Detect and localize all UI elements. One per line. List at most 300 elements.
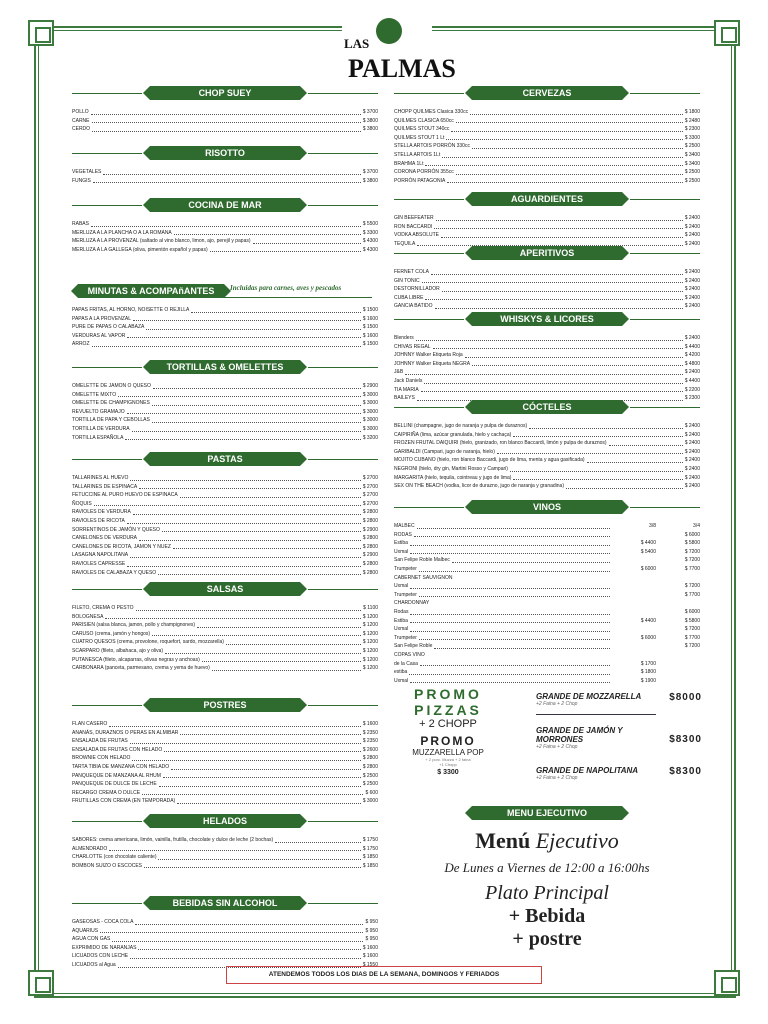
menu-item: [72, 836, 378, 845]
item-price: $ 1200: [362, 665, 378, 672]
wine-item: [394, 668, 700, 677]
menu-item: [394, 134, 700, 143]
menu-item: [72, 399, 378, 408]
item-name: RODAS: [394, 531, 412, 538]
item-price: $ 2400: [684, 448, 700, 455]
item-name: MARGARITA (hielo, tequila, cointreau y jugo de lima): [394, 474, 512, 481]
menu-item: [72, 332, 378, 341]
leader-dots: [465, 351, 683, 358]
ejecutivo-title-2: Ejecutivo: [535, 828, 619, 853]
leader-dots: [419, 591, 610, 598]
item-price: $ 2800: [362, 535, 378, 542]
leader-dots: [442, 285, 683, 292]
section-rule: [72, 367, 142, 368]
wine-item: [394, 651, 700, 660]
item-name: TALLARINES AL HUEVO: [72, 475, 129, 481]
leader-dots: [165, 647, 361, 654]
menu-item: [72, 862, 378, 871]
item-price: $ 2500: [362, 772, 378, 779]
item-price: $ 1100: [363, 605, 378, 611]
item-name: TORTILLA DE PAPA Y CEBOLLAS: [72, 417, 150, 424]
menu-item: [394, 214, 700, 223]
item-price: $ 5500: [362, 221, 378, 227]
item-price: $ 2400: [684, 457, 700, 464]
leader-dots: [510, 465, 683, 472]
menu-item: [394, 368, 700, 377]
item-name: Trumpeter: [394, 634, 417, 641]
leader-dots: [92, 125, 361, 132]
item-name: CHIVAS REGAL: [394, 343, 431, 350]
menu-item: [72, 789, 378, 798]
ejecutivo-bebida: + Bebida: [508, 905, 586, 927]
item-price: $ 3000: [362, 400, 378, 407]
leader-dots: [162, 526, 361, 533]
menu-item: [394, 268, 700, 277]
item-price: $ 2400: [684, 423, 700, 429]
item-name: Rodas: [394, 608, 409, 615]
menu-item: [394, 277, 700, 286]
item-price-full: $ 7200: [684, 548, 700, 555]
item-price: $ 2400: [684, 440, 700, 447]
menu-item: [394, 431, 700, 440]
leader-dots: [138, 944, 360, 951]
item-price: $ 1750: [362, 837, 378, 843]
item-price: $ 3800: [362, 117, 378, 124]
item-price: $ 2400: [684, 223, 700, 230]
leader-dots: [146, 323, 360, 330]
menu-item: [72, 416, 378, 425]
section-rule: [630, 319, 700, 320]
item-price: $ 2400: [684, 474, 700, 481]
menu-section: [394, 500, 700, 685]
promo-divider: [536, 714, 656, 715]
item-price: $ 2400: [684, 483, 700, 490]
menu-item: [394, 474, 700, 483]
item-name: de la Casa: [394, 660, 418, 667]
item-price-half: [612, 625, 656, 634]
section-rule: [630, 199, 700, 200]
item-price: $ 1800: [684, 109, 700, 115]
item-name: Uxmal: [394, 677, 409, 684]
item-name: GARIBALDI (Campari, jugo de naranja, hielo): [394, 448, 495, 455]
item-name: TORTILLA ESPAÑOLA: [72, 434, 124, 441]
ejecutivo-schedule: De Lunes a Viernes de 12:00 a 16:00hs: [444, 860, 650, 875]
leader-dots: [94, 500, 361, 507]
menu-item: [72, 237, 378, 246]
item-name: QUILMES CLASICA 650cc: [394, 117, 454, 124]
leader-dots: [130, 952, 361, 959]
item-price: $ 3400: [684, 160, 700, 167]
leader-dots: [275, 836, 360, 843]
item-name: TEQUILA: [394, 240, 416, 247]
menu-item: [72, 560, 378, 569]
menu-item: [72, 763, 378, 772]
menu-item: [394, 377, 700, 386]
leader-dots: [91, 108, 361, 115]
item-name: GASEOSAS - COCA COLA: [72, 919, 134, 925]
leader-dots: [133, 508, 361, 515]
menu-item: [72, 306, 378, 315]
item-name: Estiba: [394, 540, 408, 547]
leader-dots: [410, 608, 610, 615]
menu-section: [394, 86, 700, 185]
menu-item: [72, 534, 378, 543]
item-name: EXPRIMIDO DE NARANJAS: [72, 944, 137, 951]
menu-item: [394, 386, 700, 395]
leader-dots: [135, 918, 363, 925]
menu-item: [72, 664, 378, 673]
item-price-half: [612, 574, 656, 583]
menu-item: [72, 425, 378, 434]
menu-item: [72, 845, 378, 854]
item-name: GIN BEEFEATER: [394, 215, 434, 221]
item-name: RECARGO CREMA O DULCE: [72, 789, 141, 796]
item-name: GANCIA BATIDO: [394, 303, 433, 310]
item-price: $ 2400: [684, 465, 700, 472]
item-name: OMELETTE DE CHAMPIGNONES: [72, 400, 150, 407]
menu-item: [72, 621, 378, 630]
item-name: FROZEN FRUTAL DAIQUIRI (hielo, granizado, ron blanco Baccardi, limón y pulpa de duraznos): [394, 440, 607, 447]
promo-pizzas-label: PIZZAS: [414, 702, 482, 718]
promo-item-sub: +2 Faina + 2 Chop: [536, 701, 578, 707]
item-price: $ 1600: [362, 332, 378, 339]
leader-dots: [416, 334, 683, 341]
promo-item-name: GRANDE DE MOZZARELLA: [536, 692, 642, 701]
menu-section: [72, 86, 378, 134]
leader-dots: [405, 368, 683, 375]
item-price-full: $ 6000: [684, 531, 700, 538]
leader-dots: [431, 268, 683, 275]
item-name: San Felipe Roble Malbec: [394, 557, 450, 564]
item-price: $ 3700: [362, 169, 378, 175]
item-name: AGUA CON GAS: [72, 936, 111, 943]
wine-item: [394, 574, 700, 583]
item-price: $ 1500: [362, 341, 378, 348]
menu-item: [72, 737, 378, 746]
leader-dots: [132, 425, 361, 432]
menu-item: [72, 720, 378, 729]
menu-item: [72, 729, 378, 738]
item-name: Trumpeter: [394, 591, 417, 598]
leader-dots: [180, 729, 360, 736]
item-price: $ 1200: [362, 647, 378, 654]
item-name: FETUCCINE AL PURO HUEVO DE ESPINACA: [72, 492, 178, 499]
item-price: $ 1600: [362, 944, 378, 951]
item-name: OMELETTE DE JAMON O QUESO: [72, 383, 151, 389]
item-name: Uxmal: [394, 548, 409, 555]
menu-item: [394, 465, 700, 474]
item-price-full: $ 7700: [684, 591, 700, 598]
item-price: $ 1200: [362, 622, 378, 629]
menu-item: [394, 482, 700, 491]
wine-item: [394, 660, 700, 669]
item-price: $ 3000: [362, 408, 378, 415]
menu-item: [72, 551, 378, 560]
item-name: CHOPP QUILMES Clasica 330cc: [394, 109, 469, 115]
item-name: BROWNIE CON HELADO: [72, 755, 131, 762]
item-price-full: $ 5800: [684, 540, 700, 547]
leader-dots: [127, 332, 360, 339]
item-name: CARBONARA (panceta, parmesano, crema y yema de huevo): [72, 665, 210, 672]
item-price: $ 2700: [362, 500, 378, 507]
corner-ornament: [28, 970, 54, 996]
leader-dots: [253, 237, 361, 244]
item-name: MALBEC: [394, 523, 415, 529]
item-name: VODKA ABSOLUTE: [394, 232, 440, 239]
leader-dots: [410, 677, 610, 684]
item-price: $ 1200: [362, 630, 378, 637]
leader-dots: [125, 434, 360, 441]
item-price: $ 3800: [362, 126, 378, 133]
item-price: $ 2700: [362, 475, 378, 481]
item-price: $ 2400: [684, 240, 700, 247]
logo: [342, 16, 456, 83]
item-price-half: $ 4400: [640, 617, 656, 624]
menu-item: [72, 246, 378, 255]
leader-dots: [433, 343, 683, 350]
menu-item: [394, 125, 700, 134]
item-price: $ 3200: [362, 434, 378, 441]
section-rule: [72, 705, 142, 706]
palm-tree-icon: [376, 18, 402, 44]
leader-dots: [410, 548, 610, 555]
item-price-half: 3/8: [649, 523, 656, 529]
item-name: FILETO, CREMA O PESTO: [72, 605, 134, 611]
menu-item: [72, 220, 378, 229]
item-price-full: [656, 668, 700, 677]
section-title: TORTILLAS & OMELETTES: [150, 360, 300, 374]
section-rule: [72, 205, 142, 206]
item-price-half: $ 4400: [640, 540, 656, 547]
leader-dots: [202, 656, 361, 663]
leader-dots: [100, 927, 363, 934]
item-name: ALMENDRADO: [72, 845, 108, 852]
wine-item: [394, 522, 700, 531]
leader-dots: [191, 306, 360, 313]
leader-dots: [409, 668, 610, 675]
leader-dots: [92, 117, 361, 124]
leader-dots: [410, 617, 610, 624]
item-price: $ 600: [365, 789, 378, 796]
menu-item: [72, 517, 378, 526]
section-rule: [72, 153, 142, 154]
promo-title-2: PROMO: [420, 734, 476, 748]
leader-dots: [410, 539, 610, 546]
leader-dots: [112, 935, 363, 942]
leader-dots: [158, 853, 360, 860]
leader-dots: [446, 134, 682, 141]
item-price-full: $ 7200: [684, 557, 700, 564]
promo-item-sub: +2 Faina + 2 Chop: [536, 744, 578, 750]
item-name: AQUARIUS: [72, 927, 99, 934]
menu-item: [394, 351, 700, 360]
leader-dots: [435, 302, 683, 309]
ejecutivo-title-1: Menú: [475, 828, 531, 853]
menu-item: [72, 613, 378, 622]
item-price-half: $ 6000: [640, 565, 656, 572]
item-price: $ 3000: [362, 425, 378, 432]
menu-item: [72, 117, 378, 126]
item-name: JOHNNY Walker Etiqueta Roja: [394, 352, 463, 359]
item-price-half: $ 1900: [640, 677, 656, 684]
menu-section: [72, 146, 378, 185]
logo-las: LAS: [344, 36, 370, 51]
menu-item: [72, 944, 378, 953]
menu-item: [72, 656, 378, 665]
item-price: $ 3700: [362, 109, 378, 115]
menu-item: [72, 315, 378, 324]
item-price: $ 2700: [362, 492, 378, 499]
leader-dots: [142, 789, 363, 796]
leader-dots: [164, 746, 360, 753]
leader-dots: [419, 634, 610, 641]
section-rule: [308, 821, 378, 822]
menu-ejecutivo: [394, 806, 700, 951]
item-name: ÑOQUIS: [72, 500, 92, 507]
section-rule: [394, 253, 464, 254]
leader-dots: [152, 630, 361, 637]
item-price-full: 3/4: [693, 523, 700, 529]
item-price: $ 950: [365, 936, 378, 943]
item-name: LASAGNA NAPOLITANA: [72, 552, 129, 559]
menu-item: [394, 231, 700, 240]
item-name: RAVIOLES DE CALABAZA Y QUESO: [72, 569, 157, 576]
item-price-full: [656, 599, 700, 608]
logo-palmas: PALMAS: [348, 54, 456, 83]
item-price-half: $ 1800: [640, 669, 656, 676]
item-price: $ 3300: [362, 229, 378, 236]
section-rule: [308, 93, 378, 94]
item-price: $ 2800: [362, 560, 378, 567]
section-rule: [72, 589, 142, 590]
item-name: RABAS: [72, 221, 89, 227]
item-price-half: [612, 642, 656, 651]
item-name: ANANÁS, DURAZNOS O PERAS EN ALMIBAR: [72, 729, 179, 736]
item-price: $ 2800: [362, 569, 378, 576]
item-price-half: $ 5400: [640, 548, 656, 555]
section-rule: [308, 705, 378, 706]
item-price: $ 3400: [684, 151, 700, 158]
item-name: OMELETTE MIXTO: [72, 391, 117, 398]
item-price-full: [656, 660, 700, 669]
item-price: $ 3800: [362, 177, 378, 184]
item-price: $ 2600: [362, 746, 378, 753]
leader-dots: [109, 845, 360, 852]
item-price: $ 950: [365, 919, 378, 925]
item-name: TORTILLA DE VERDURA: [72, 425, 130, 432]
leader-dots: [425, 294, 682, 301]
item-name: CUATRO QUESOS (crema, provolone, roquefort, sardo, mozzarella): [72, 639, 224, 646]
leader-dots: [130, 474, 360, 481]
corner-ornament: [714, 970, 740, 996]
menu-section: [72, 360, 378, 442]
item-price: $ 2900: [362, 383, 378, 389]
section-rule: [72, 903, 142, 904]
wine-item: [394, 582, 700, 591]
menu-item: [72, 780, 378, 789]
item-price-half: [612, 591, 656, 600]
wine-item: [394, 634, 700, 643]
section-rule: [308, 153, 378, 154]
item-price: $ 4300: [362, 238, 378, 245]
promo-title: PROMO: [414, 686, 482, 702]
item-name: JOHNNY Walker Etiqueta NEGRA: [394, 360, 471, 367]
item-name: NEGRONI (hielo, dry gin, Martini Rosso y Campari): [394, 465, 508, 472]
promo-item: [536, 766, 702, 800]
leader-dots: [159, 780, 361, 787]
item-price: $ 2900: [362, 552, 378, 559]
item-price: $ 2500: [362, 781, 378, 788]
menu-item: [394, 223, 700, 232]
leader-dots: [171, 763, 361, 770]
item-price-full: $ 5800: [684, 617, 700, 624]
menu-item: [72, 746, 378, 755]
leader-dots: [226, 638, 361, 645]
leader-dots: [174, 229, 361, 236]
leader-dots: [414, 531, 610, 538]
wine-item: [394, 642, 700, 651]
item-price: $ 2400: [684, 286, 700, 293]
menu-item: [72, 543, 378, 552]
item-name: San Felipe Roble: [394, 643, 433, 650]
menu-section: [72, 198, 378, 254]
section-rule: [394, 199, 464, 200]
section-rule: [630, 507, 700, 508]
item-price: $ 1750: [362, 845, 378, 852]
leader-dots: [410, 625, 610, 632]
section-title: BEBIDAS SIN ALCOHOL: [150, 896, 300, 910]
menu-item: [394, 343, 700, 352]
leader-dots: [410, 582, 610, 589]
item-name: MERLUZA A LA GALLEGA (oliva, pimentón español y papas): [72, 246, 208, 253]
menu-item: [72, 630, 378, 639]
menu-item: [72, 340, 378, 349]
item-price: $ 3000: [362, 417, 378, 424]
item-price: $ 2400: [684, 232, 700, 239]
item-name: Uxmal: [394, 583, 409, 590]
item-price: $ 2500: [684, 177, 700, 184]
leader-dots: [421, 386, 683, 393]
leader-dots: [130, 737, 361, 744]
item-name: SORRENTINOS DE JAMÓN Y QUESO: [72, 526, 160, 533]
item-price-full: $ 7700: [684, 634, 700, 641]
item-name: FLAN CASERO: [72, 721, 108, 727]
section-title: CÓCTELES: [472, 400, 622, 414]
menu-item: [394, 142, 700, 151]
leader-dots: [529, 422, 683, 429]
leader-dots: [513, 431, 682, 438]
item-name: RAVIOLES DE RICOTA: [72, 517, 125, 524]
leader-dots: [136, 604, 362, 611]
item-price: $ 1500: [362, 307, 378, 313]
item-name: PANQUEQUE DE DULCE DE LECHE: [72, 781, 157, 788]
item-price: $ 4400: [684, 343, 700, 350]
menu-item: [394, 160, 700, 169]
item-price: $ 1850: [362, 854, 378, 861]
item-name: CARUSO (crema, jamón y hongos): [72, 630, 151, 637]
item-name: MERLUZA A LA PROVENZAL (saltado al vino blanco, limon, ajo, perejil y papas): [72, 238, 251, 245]
menu-item: [394, 334, 700, 343]
wine-item: [394, 608, 700, 617]
corner-ornament: [28, 20, 54, 46]
leader-dots: [92, 340, 361, 347]
leader-dots: [127, 517, 361, 524]
section-rule: [72, 821, 142, 822]
item-name: RON BACCARDI: [394, 223, 433, 230]
item-name: Jack Daniels: [394, 377, 423, 384]
section-rule: [308, 367, 378, 368]
menu-section: [72, 896, 378, 970]
